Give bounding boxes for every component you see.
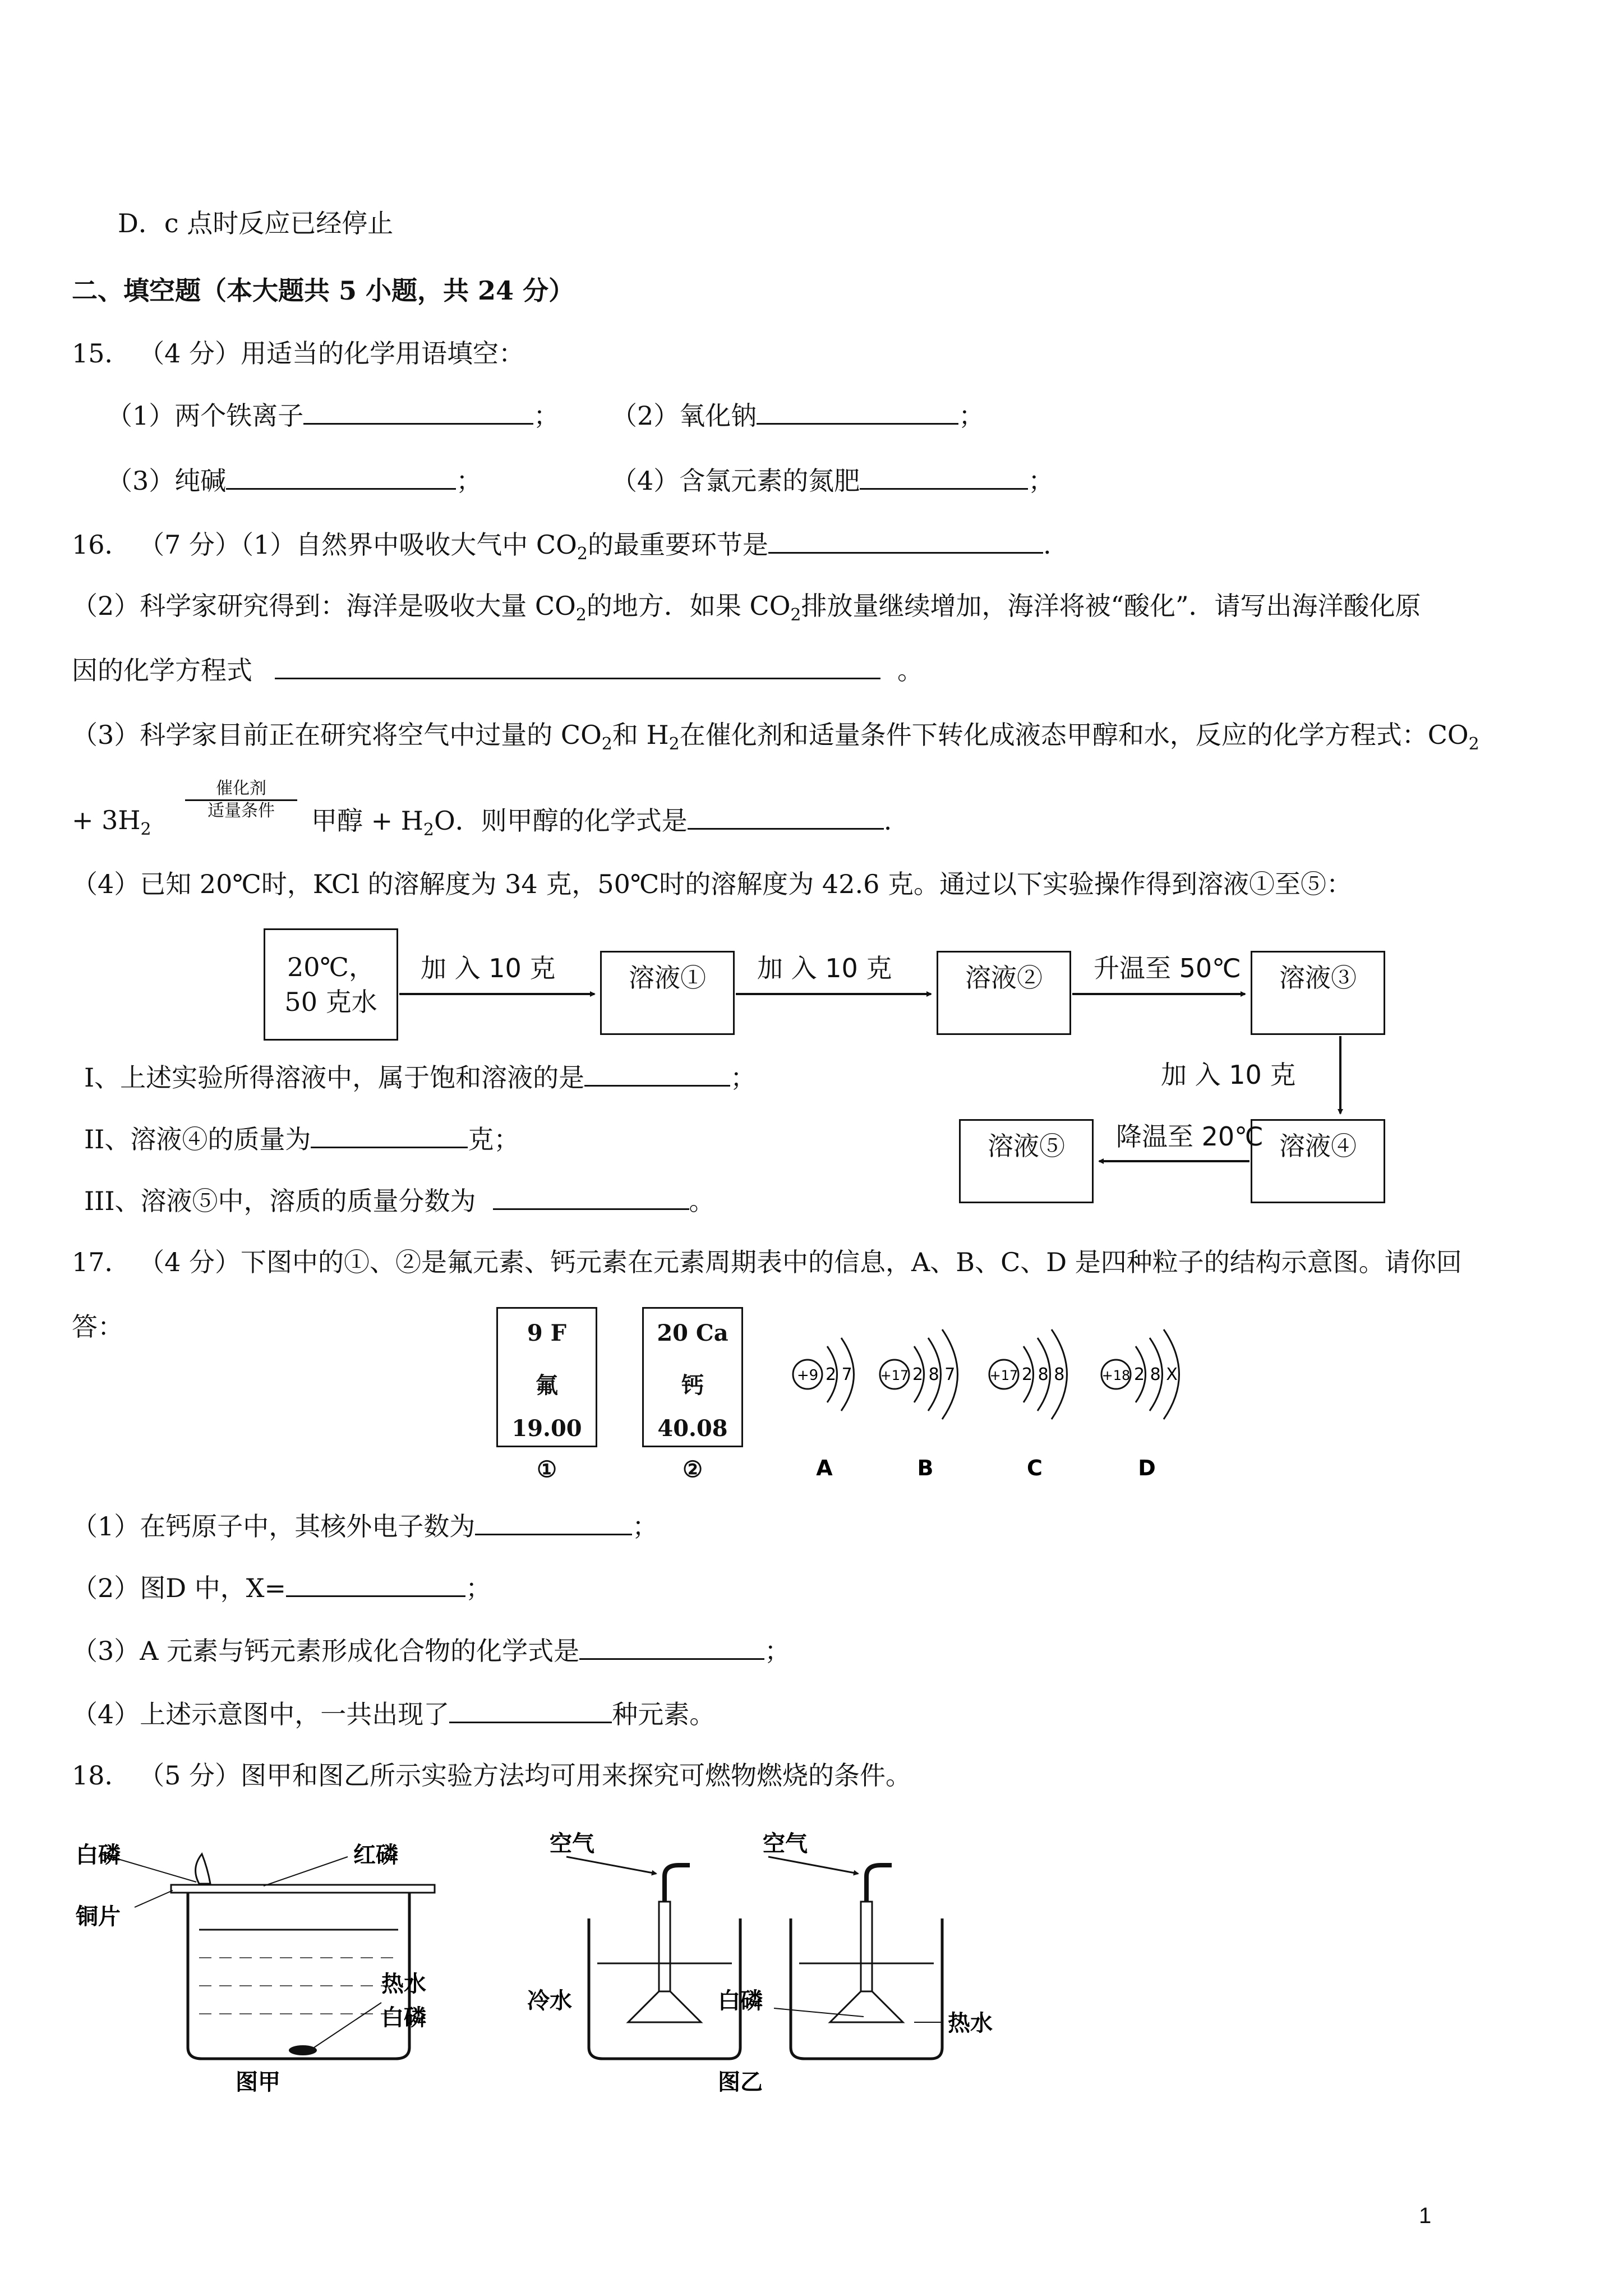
q17-part3 xyxy=(72,1634,790,1668)
element-card-calcium xyxy=(642,1307,743,1447)
text: 的地方．如果 CO xyxy=(586,591,791,621)
electron-shells: 2 8 X xyxy=(1134,1365,1178,1384)
figure-a xyxy=(75,1842,435,2092)
subscript: 2 xyxy=(668,734,680,754)
funnel-2 xyxy=(830,1991,903,2022)
text: ； xyxy=(632,1511,658,1542)
atom-label: C xyxy=(1027,1456,1043,1480)
label-air-1: 空气 xyxy=(550,1831,594,1857)
label-white-phosphorus-2: 白磷 xyxy=(381,2005,426,2031)
text: （2）科学家研究得到：海洋是吸收大量 CO xyxy=(72,591,576,621)
q16-stem-a: 16． （7 分）（1）自然界中吸收大气中 CO xyxy=(72,530,577,560)
text: （3）科学家目前正在研究将空气中过量的 CO xyxy=(72,720,602,750)
flame xyxy=(196,1854,210,1884)
text: 在催化剂和适量条件下转化成液态甲醇和水，反应的化学方程式：CO xyxy=(679,720,1469,750)
flow-solution-4: 溶液④ xyxy=(1251,1119,1385,1203)
flow-label-add3: 加 入 10 克 xyxy=(1161,1060,1296,1090)
atom-structure-diagrams xyxy=(774,1307,1234,1487)
label-hot-water-b: 热水 xyxy=(948,2010,993,2036)
page-number: 1 xyxy=(1419,2203,1432,2228)
q17-stem-line2: 答： xyxy=(72,1312,123,1342)
flow-solution-1: 溶液① xyxy=(600,951,735,1035)
electron-shells: 2 8 8 xyxy=(1022,1365,1065,1384)
electron-shells: 2 7 xyxy=(826,1365,852,1384)
flow-solution-2: 溶液② xyxy=(937,951,1071,1035)
subscript: 2 xyxy=(1468,734,1479,754)
text: ； xyxy=(764,1636,791,1666)
q16-part4: （4）已知 20℃时，KCl 的溶解度为 34 克，50℃时的溶解度为 42.6 克。通过以下实验操作得到溶液①至⑤： xyxy=(72,869,1352,899)
text: 种元素。 xyxy=(612,1699,716,1729)
q14-option-d: D．c 点时反应已经停止 xyxy=(118,208,394,238)
q18-stem: 18． （5 分）图甲和图乙所示实验方法均可用来探究可燃物燃烧的条件。 xyxy=(72,1760,912,1791)
subscript: 2 xyxy=(423,820,434,840)
funnel xyxy=(628,1991,701,2022)
element-name: 钙 xyxy=(681,1372,704,1398)
q17-part1 xyxy=(72,1509,658,1543)
element-mass: 40.08 xyxy=(657,1415,728,1442)
text: 因的化学方程式 xyxy=(72,655,252,685)
text: ； xyxy=(465,1573,492,1603)
flow-solution-5: 溶液⑤ xyxy=(959,1119,1094,1203)
text: 。 xyxy=(689,1186,715,1216)
q16-stem-end: . xyxy=(1043,530,1052,560)
q15-part1-text: （1）两个铁离子 xyxy=(107,401,304,431)
atom-c xyxy=(989,1329,1067,1480)
answer-blank[interactable] xyxy=(584,1060,730,1087)
subscript: 2 xyxy=(575,605,587,625)
reaction-condition-top: 催化剂 xyxy=(216,779,266,798)
text: 排放量继续增加，海洋将被“酸化”．请写出海洋酸化原 xyxy=(801,591,1421,621)
q15-part4-semicolon: ； xyxy=(1028,466,1054,496)
subscript: 2 xyxy=(790,605,801,625)
beaker xyxy=(188,1893,409,2059)
answer-blank[interactable] xyxy=(286,1571,465,1597)
reaction-condition-bottom: 适量条件 xyxy=(208,801,275,821)
section-title: 二、填空题（本大题共 5 小题，共 24 分） xyxy=(72,275,575,306)
subscript: 2 xyxy=(601,734,612,754)
text: 甲醇 + H xyxy=(311,806,423,836)
nucleus-label: +17 xyxy=(989,1368,1018,1383)
atom-label: B xyxy=(917,1456,934,1480)
nucleus-label: +18 xyxy=(1101,1368,1131,1383)
label-red-phosphorus: 红磷 xyxy=(353,1842,398,1868)
text: I、上述实验所得溶液中，属于饱和溶液的是 xyxy=(84,1062,585,1093)
text: O．则甲醇的化学式是 xyxy=(434,806,688,836)
q15-stem: 15． （4 分）用适当的化学用语填空： xyxy=(72,338,525,369)
q15-part3-text: （3）纯碱 xyxy=(107,466,227,496)
flow-start-line1: 20℃， xyxy=(287,952,375,982)
answer-blank[interactable] xyxy=(311,1122,468,1148)
subscript: 2 xyxy=(577,544,588,564)
q16-iii xyxy=(84,1184,715,1218)
label-air-2: 空气 xyxy=(763,1831,808,1857)
text: （3）A 元素与钙元素形成化合物的化学式是 xyxy=(72,1636,580,1666)
element-card-label-2: ② xyxy=(683,1456,703,1483)
q16-i xyxy=(84,1060,756,1094)
answer-blank[interactable] xyxy=(449,1697,612,1723)
element-mass: 19.00 xyxy=(511,1415,582,1442)
atom-b xyxy=(880,1329,958,1480)
beaker-hot xyxy=(791,1918,942,2059)
q17-stem-line1: 17． （4 分）下图中的①、②是氟元素、钙元素在元素周期表中的信息，A、B、C、D 是四种粒子的结构示意图。请你回 xyxy=(72,1247,1462,1277)
combustion-experiment-figures xyxy=(67,1823,1009,2092)
text: 克； xyxy=(468,1124,520,1154)
label-white-phosphorus: 白磷 xyxy=(76,1842,121,1868)
figure-b-caption: 图乙 xyxy=(718,2069,763,2092)
text: . xyxy=(883,806,892,836)
subscript: 2 xyxy=(140,820,151,839)
q15-part4-text: （4）含氯元素的氮肥 xyxy=(611,466,860,496)
flow-label-cool: 降温至 20℃ xyxy=(1116,1121,1264,1152)
text: II、溶液④的质量为 xyxy=(84,1124,311,1154)
tube xyxy=(659,1902,670,1991)
element-card-label-1: ① xyxy=(537,1456,557,1483)
figure-a-caption: 图甲 xyxy=(236,2069,280,2092)
figure-b xyxy=(527,1831,993,2092)
atom-label: D xyxy=(1138,1456,1156,1480)
label-hot-water: 热水 xyxy=(381,1971,426,1997)
element-card-fluorine xyxy=(496,1307,597,1447)
label-white-phosphorus-b: 白磷 xyxy=(718,1988,763,2014)
text: III、溶液⑤中，溶质的质量分数为 xyxy=(84,1186,476,1216)
q17-part4 xyxy=(72,1697,715,1731)
q15-part1-semicolon: ； xyxy=(533,401,560,431)
q16-stem-b: 的最重要环节是 xyxy=(587,530,768,560)
q15-part2-text: （2）氧化钠 xyxy=(611,401,757,431)
nucleus-label: +9 xyxy=(796,1367,819,1384)
answer-blank[interactable] xyxy=(475,1509,632,1535)
flow-label-add1: 加 入 10 克 xyxy=(421,953,556,983)
atom-a xyxy=(793,1338,854,1480)
answer-blank[interactable] xyxy=(579,1634,764,1660)
tube-2 xyxy=(861,1902,872,1991)
label-cold-water: 冷水 xyxy=(527,1988,572,2014)
answer-blank[interactable] xyxy=(493,1184,689,1210)
nucleus-label: +17 xyxy=(880,1368,909,1383)
element-number: 20 Ca xyxy=(657,1320,728,1346)
label-copper-plate: 铜片 xyxy=(76,1904,121,1930)
element-number: 9 F xyxy=(527,1320,567,1346)
flow-label-add2: 加 入 10 克 xyxy=(757,953,892,983)
phosphorus-piece xyxy=(289,2045,317,2055)
text: （2）图D 中，X= xyxy=(72,1573,287,1603)
flow-label-heat: 升温至 50℃ xyxy=(1094,953,1241,983)
electron-shells: 2 8 7 xyxy=(912,1365,956,1384)
text: 和 H xyxy=(612,720,669,750)
text: （4）上述示意图中，一共出现了 xyxy=(72,1699,450,1729)
atom-d xyxy=(1101,1329,1179,1480)
air-tube-2 xyxy=(866,1865,892,1902)
text: + 3H xyxy=(72,805,141,835)
atom-label: A xyxy=(816,1456,833,1480)
q15-part2-semicolon: ； xyxy=(958,401,985,431)
flow-start-line2: 50 克水 xyxy=(284,987,377,1017)
text: ； xyxy=(730,1062,757,1093)
q15-part3-semicolon: ； xyxy=(456,466,482,496)
text: 。 xyxy=(897,655,923,685)
text: （1）在钙原子中，其核外电子数为 xyxy=(72,1511,476,1542)
element-name: 氟 xyxy=(536,1372,558,1398)
air-tube xyxy=(665,1865,690,1902)
flow-solution-3: 溶液③ xyxy=(1251,951,1385,1035)
q17-part2 xyxy=(72,1571,491,1605)
copper-plate xyxy=(171,1885,435,1893)
q16-ii xyxy=(84,1122,519,1156)
